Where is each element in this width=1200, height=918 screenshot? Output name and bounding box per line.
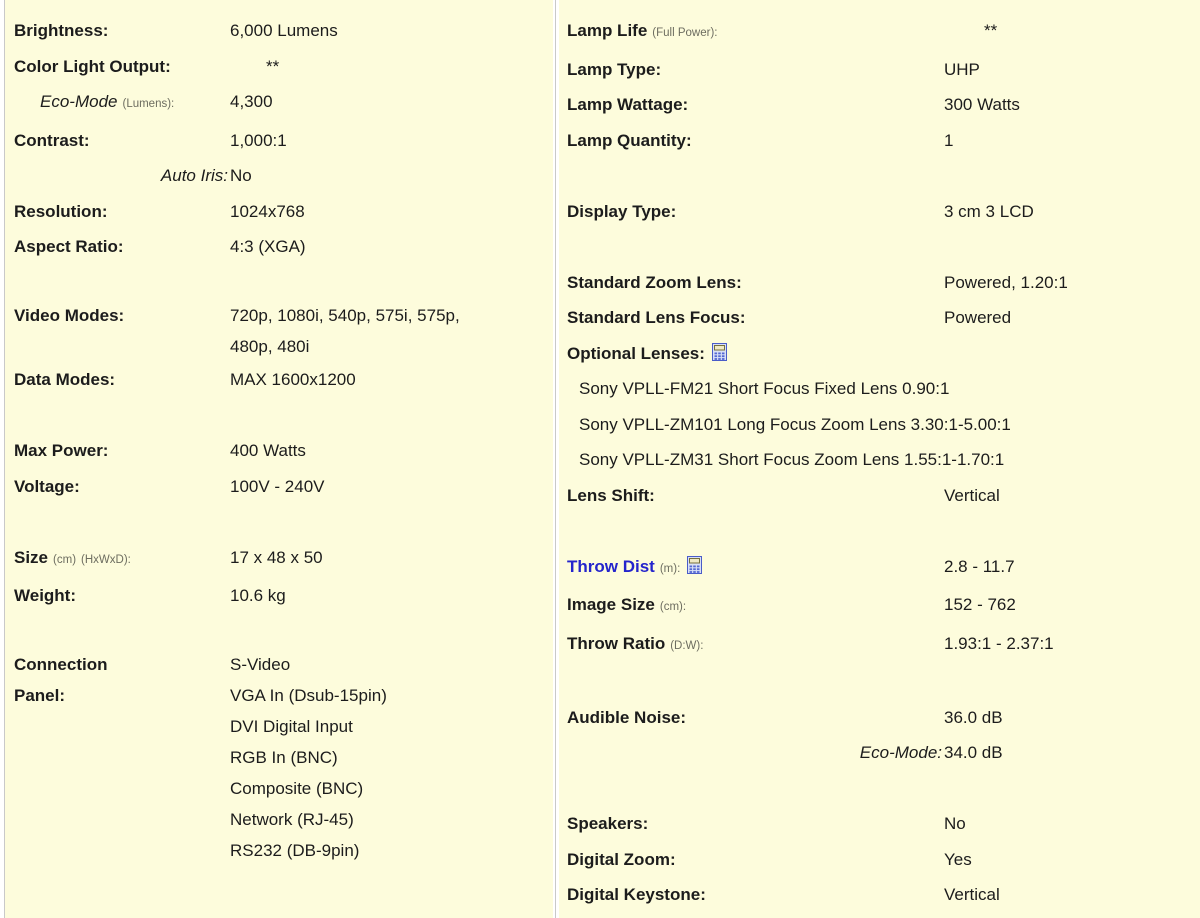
throw-dist-link[interactable]: Throw Dist xyxy=(567,556,655,576)
spec-label: Lamp Quantity: xyxy=(567,130,692,150)
spec-label: Eco-Mode xyxy=(40,92,118,111)
spec-value: ** xyxy=(266,56,280,76)
spec-value: Vertical xyxy=(944,885,1000,904)
spec-row xyxy=(14,49,553,85)
spec-value: ** xyxy=(984,21,998,40)
lens-option-line: Sony VPLL-FM21 Short Focus Fixed Lens 0.90:1 xyxy=(579,379,950,398)
spec-label: Connection xyxy=(14,655,108,674)
spacer-row xyxy=(567,158,1200,194)
spec-label: Standard Zoom Lens: xyxy=(567,272,742,292)
spec-value: 3 cm 3 LCD xyxy=(944,201,1034,221)
spec-label-cell xyxy=(567,842,944,878)
spec-row xyxy=(567,13,1200,52)
spec-label-cell xyxy=(14,49,230,85)
spec-row xyxy=(567,626,1200,665)
spec-row xyxy=(567,265,1200,301)
spec-label: Optional Lenses: xyxy=(567,343,705,363)
spec-label: Max Power: xyxy=(14,441,109,460)
spec-row xyxy=(567,87,1200,123)
spec-label-cell xyxy=(14,158,230,194)
spec-label: Color Light Output: xyxy=(14,56,171,76)
lens-option-line: Sony VPLL-ZM101 Long Focus Zoom Lens 3.30:1-5.00:1 xyxy=(579,414,1011,434)
spec-label: Image Size xyxy=(567,595,655,614)
spec-value: 10.6 kg xyxy=(230,586,286,605)
spec-label-cell xyxy=(14,123,230,159)
spec-row xyxy=(567,877,1200,913)
spec-value: 4,300 xyxy=(230,92,273,111)
spec-row xyxy=(14,433,553,469)
label-unit-suffix: (HxWxD): xyxy=(81,553,131,566)
spec-row xyxy=(567,194,1200,230)
spec-label-cell xyxy=(567,265,944,301)
spec-label-cell xyxy=(567,300,944,336)
spec-label: Lamp Wattage: xyxy=(567,95,689,114)
spec-value-line: 720p, 1080i, 540p, 575i, 575p, xyxy=(230,306,460,325)
spec-value xyxy=(944,336,1200,372)
spec-value-line: VGA In (Dsub-15pin) xyxy=(230,686,387,705)
spec-value: Vertical xyxy=(944,485,1000,505)
spec-label-cell xyxy=(567,478,944,514)
spec-value: 17 x 48 x 50 xyxy=(230,547,323,567)
spec-row xyxy=(567,478,1200,514)
spec-value: 100V - 240V xyxy=(230,476,325,496)
spec-label: Eco-Mode: xyxy=(859,743,942,762)
spec-label-cell xyxy=(567,13,944,52)
spec-label-cell xyxy=(567,194,944,230)
spec-value: UHP xyxy=(944,59,980,79)
spec-label-cell xyxy=(567,626,944,665)
spacer-row xyxy=(567,664,1200,700)
spec-label: Aspect Ratio: xyxy=(14,237,124,256)
spec-row xyxy=(14,362,553,398)
spec-label: Speakers: xyxy=(567,814,649,833)
column-divider xyxy=(553,0,559,918)
spec-value: Powered, 1.20:1 xyxy=(944,272,1068,292)
spec-label: Brightness: xyxy=(14,21,109,40)
spec-row xyxy=(567,336,1200,372)
spacer-row xyxy=(14,614,553,650)
spec-label: Resolution: xyxy=(14,201,108,221)
spec-label: Auto Iris: xyxy=(160,166,228,185)
spec-label: Lamp Type: xyxy=(567,59,662,79)
spec-value-line: S-Video xyxy=(230,655,291,674)
spec-label-cell xyxy=(567,123,944,159)
spec-label-cell xyxy=(14,433,230,469)
spec-label: Lens Shift: xyxy=(567,485,655,505)
spec-label: Display Type: xyxy=(567,201,677,221)
spec-row xyxy=(14,158,553,194)
spec-row xyxy=(567,806,1200,842)
spec-value-line: Network (RJ-45) xyxy=(230,810,354,829)
spec-row xyxy=(14,649,553,866)
spec-row xyxy=(567,587,1200,626)
spec-label: Video Modes: xyxy=(14,306,125,325)
spec-label-cell xyxy=(14,13,230,49)
spec-value-line: 480p, 480i xyxy=(230,337,310,356)
spec-label-cell xyxy=(567,877,944,913)
spec-label: Panel: xyxy=(14,686,66,705)
spec-value: 1,000:1 xyxy=(230,130,287,150)
spec-value-line: Composite (BNC) xyxy=(230,779,364,798)
spec-label-cell xyxy=(14,362,230,398)
spec-label: Digital Zoom: xyxy=(567,849,676,869)
spec-label: Contrast: xyxy=(14,130,90,150)
spec-value-line: RS232 (DB-9pin) xyxy=(230,841,360,860)
spec-label-cell xyxy=(14,649,230,866)
spec-label-cell xyxy=(567,87,944,123)
spec-label: Weight: xyxy=(14,586,77,605)
spec-label-cell xyxy=(567,52,944,88)
spec-label: Lamp Life xyxy=(567,21,648,40)
spacer-row xyxy=(14,398,553,434)
spec-row xyxy=(567,123,1200,159)
spec-value: Yes xyxy=(944,849,972,869)
spec-label: Data Modes: xyxy=(14,370,116,389)
spec-value: Powered xyxy=(944,308,1012,327)
spec-label-cell xyxy=(567,336,944,372)
spacer-row xyxy=(14,504,553,540)
spec-row xyxy=(14,578,553,614)
label-unit-suffix: (Full Power): xyxy=(652,27,718,39)
spec-column-right xyxy=(559,0,1200,918)
spec-label-cell xyxy=(567,587,944,626)
spec-label: Standard Lens Focus: xyxy=(567,308,746,327)
spec-row xyxy=(14,123,553,159)
spec-label-cell xyxy=(567,806,944,842)
spec-value xyxy=(230,300,553,362)
label-unit-suffix: (Lumens): xyxy=(122,98,175,110)
spec-label-cell xyxy=(567,735,944,771)
spec-label-cell xyxy=(14,229,230,265)
spec-value: 300 Watts xyxy=(944,95,1020,114)
spec-label-cell xyxy=(14,578,230,614)
spec-value: No xyxy=(230,166,252,185)
spec-value: 1.93:1 - 2.37:1 xyxy=(944,633,1054,653)
spec-label-line xyxy=(14,649,230,680)
spec-label-cell xyxy=(14,84,230,123)
spec-value: MAX 1600x1200 xyxy=(230,370,356,389)
spec-row xyxy=(14,300,553,362)
spec-row xyxy=(14,84,553,123)
label-unit-suffix: (cm): xyxy=(659,601,687,613)
spacer-row xyxy=(567,229,1200,265)
spec-row xyxy=(14,540,553,579)
spec-value-line: DVI Digital Input xyxy=(230,717,353,736)
spec-value-line: RGB In (BNC) xyxy=(230,748,338,767)
spec-label-cell xyxy=(567,549,944,588)
lens-option-line: Sony VPLL-ZM31 Short Focus Zoom Lens 1.55:1-1.70:1 xyxy=(579,450,1005,469)
spec-row xyxy=(14,194,553,230)
spec-value: 1 xyxy=(944,130,954,150)
spec-row xyxy=(14,469,553,505)
calculator-icon[interactable] xyxy=(712,343,727,361)
spec-label-cell xyxy=(14,469,230,505)
spec-value: 2.8 - 11.7 xyxy=(944,556,1015,576)
spec-label-line xyxy=(14,680,230,711)
spec-row xyxy=(567,735,1200,771)
spec-row xyxy=(567,842,1200,878)
spec-label-cell xyxy=(567,700,944,736)
spec-label-cell xyxy=(14,540,230,579)
spacer-row xyxy=(14,265,553,301)
label-unit-suffix: (D:W): xyxy=(670,639,704,652)
label-unit-suffix: (cm) xyxy=(53,553,77,566)
spec-label-cell xyxy=(14,194,230,230)
spec-row xyxy=(567,52,1200,88)
spec-label: Size xyxy=(14,547,49,567)
spec-value: 400 Watts xyxy=(230,441,306,460)
spec-row xyxy=(14,229,553,265)
spec-value: 36.0 dB xyxy=(944,707,1003,727)
spec-value: 34.0 dB xyxy=(944,743,1003,762)
spec-label: Digital Keystone: xyxy=(567,885,706,904)
spec-label: Audible Noise: xyxy=(567,707,687,727)
spec-column-left xyxy=(4,0,553,918)
spec-label-cell xyxy=(14,300,230,362)
spec-row xyxy=(14,13,553,49)
spec-value: No xyxy=(944,814,966,833)
spec-row xyxy=(567,300,1200,336)
spec-label: Throw Ratio xyxy=(567,633,666,653)
spacer-row xyxy=(567,771,1200,807)
spec-value: 152 - 762 xyxy=(944,595,1016,614)
label-unit-suffix: (m): xyxy=(659,562,681,575)
spec-value: 4:3 (XGA) xyxy=(230,237,306,256)
spacer-row xyxy=(567,513,1200,549)
spec-value: 1024x768 xyxy=(230,201,305,221)
spec-value: 6,000 Lumens xyxy=(230,21,338,40)
spec-value xyxy=(230,649,553,866)
spec-row xyxy=(567,549,1200,588)
spec-row xyxy=(567,700,1200,736)
spec-label: Voltage: xyxy=(14,476,80,496)
calculator-icon[interactable] xyxy=(687,556,702,574)
